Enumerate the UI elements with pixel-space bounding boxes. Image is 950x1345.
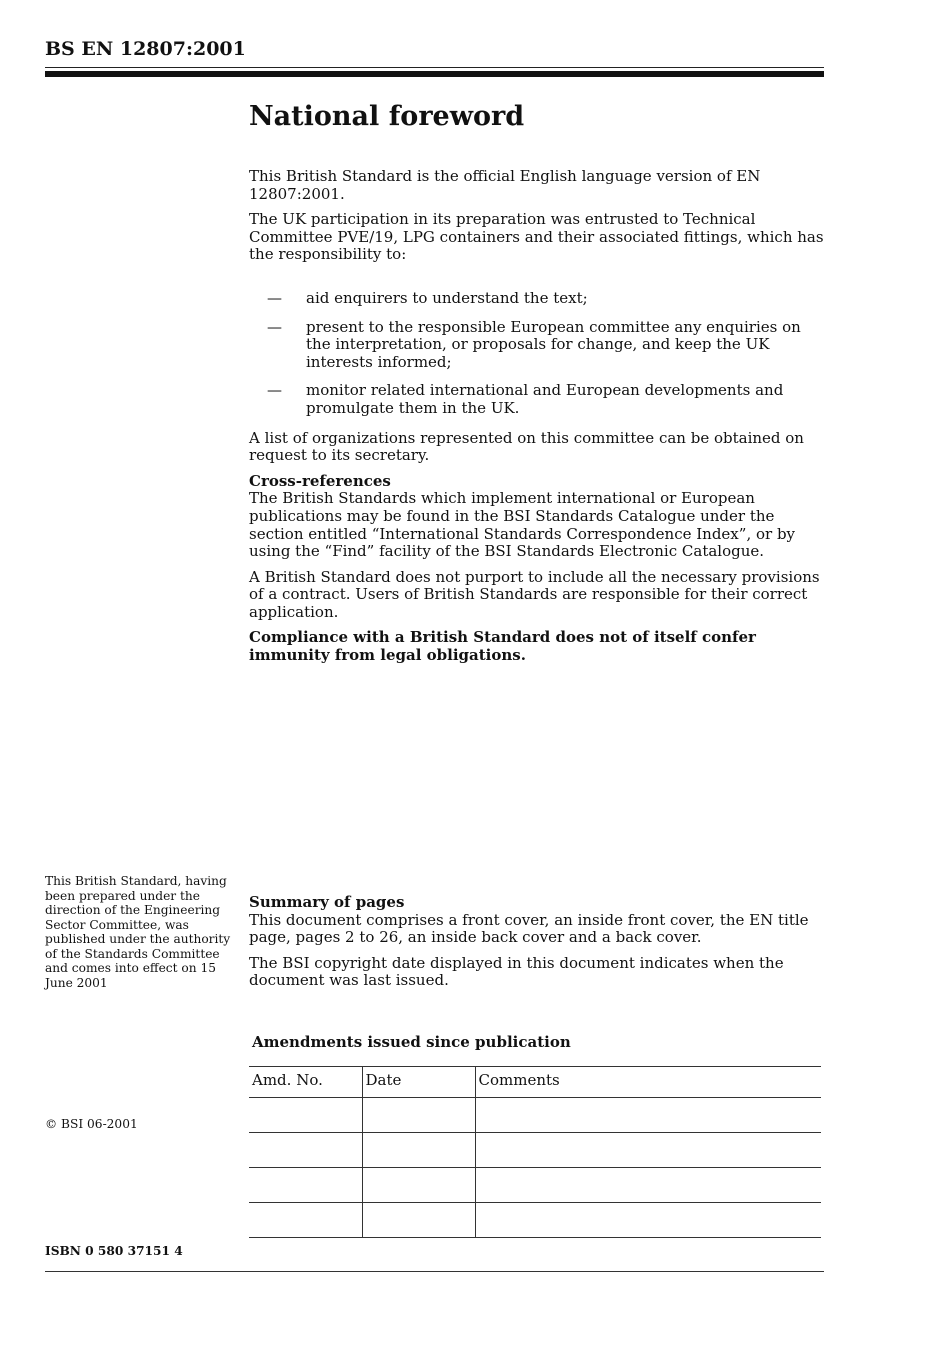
table-row — [249, 1133, 821, 1168]
summary-heading: Summary of pages — [249, 893, 405, 911]
contract-paragraph: A British Standard does not purport to include all the necessary provisions of a contract. Users of British Standards are responsible for their correct application. — [249, 567, 820, 621]
dash-marker: — — [267, 317, 282, 336]
header-rule-thick — [45, 71, 824, 77]
table-header-row — [249, 1067, 821, 1098]
table-cell — [249, 1133, 362, 1168]
copyright-notice: © BSI 06-2001 — [45, 1117, 138, 1131]
table-cell — [249, 1203, 362, 1238]
publication-note: This British Standard, having been prepared under the direction of the Engineering Sector Committee, was published under the authority of the Standards Committee and comes into effect on 15 June 2001 — [45, 874, 231, 990]
footer-rule — [45, 1271, 824, 1272]
copyright-date-note: The BSI copyright date displayed in this document indicates when the document was last issued. — [249, 953, 784, 990]
responsibility-list — [249, 290, 824, 418]
table-row — [249, 1168, 821, 1203]
table-cell — [362, 1098, 475, 1133]
summary-section — [249, 894, 824, 998]
column-header-date: Date — [362, 1067, 475, 1098]
table-cell — [475, 1168, 821, 1203]
isbn: ISBN 0 580 37151 4 — [45, 1244, 183, 1258]
table-row — [249, 1203, 821, 1238]
table-cell — [475, 1098, 821, 1133]
header-rule-thin — [45, 67, 824, 68]
participation-paragraph: The UK participation in its preparation was entrusted to Technical Committee PVE/19, LPG containers and their associated fittings, which has the responsibility to: — [249, 210, 824, 264]
column-header-comments: Comments — [475, 1067, 821, 1098]
document-code: BS EN 12807:2001 — [45, 38, 246, 60]
table-cell — [475, 1203, 821, 1238]
intro-paragraph: This British Standard is the official English language version of EN 12807:2001. — [249, 167, 761, 203]
cross-references-paragraph: The British Standards which implement international or European publications may be found in the BSI Standards Catalogue under the section entitled “International Standards Correspondence Index”, or by using the “Find” facility of the BSI Standards Electronic Catalogue. — [249, 489, 796, 561]
column-header-amd-no: Amd. No. — [249, 1067, 362, 1098]
table-cell — [362, 1168, 475, 1203]
table-cell — [362, 1203, 475, 1238]
table-cell — [249, 1168, 362, 1203]
list-item-text: monitor related international and European developments and promulgate them in the UK. — [306, 381, 784, 417]
dash-marker: — — [267, 381, 282, 400]
table-cell — [475, 1133, 821, 1168]
list-item-text: aid enquirers to understand the text; — [306, 288, 588, 307]
amendments-table — [249, 1066, 821, 1238]
cross-references-heading: Cross-references — [249, 471, 391, 490]
foreword-body — [249, 100, 824, 673]
dash-marker: — — [267, 288, 282, 307]
table-row — [249, 1098, 821, 1133]
table-cell — [362, 1133, 475, 1168]
list-item — [249, 319, 824, 372]
list-item-text: present to the responsible European committee any enquiries on the interpretation, or proposals for change, and keep the UK interests informed; — [306, 317, 801, 371]
list-item — [249, 290, 824, 308]
compliance-paragraph: Compliance with a British Standard does not of itself confer immunity from legal obligations. — [249, 628, 756, 665]
list-item — [249, 382, 824, 417]
amendments-title: Amendments issued since publication — [252, 1033, 571, 1051]
page-title: National foreword — [249, 101, 525, 132]
table-cell — [249, 1098, 362, 1133]
committee-list-paragraph: A list of organizations represented on this committee can be obtained on request to its secretary. — [249, 428, 804, 465]
summary-text: This document comprises a front cover, an inside front cover, the EN title page, pages 2 to 26, an inside back cover and a back cover. — [249, 910, 809, 947]
